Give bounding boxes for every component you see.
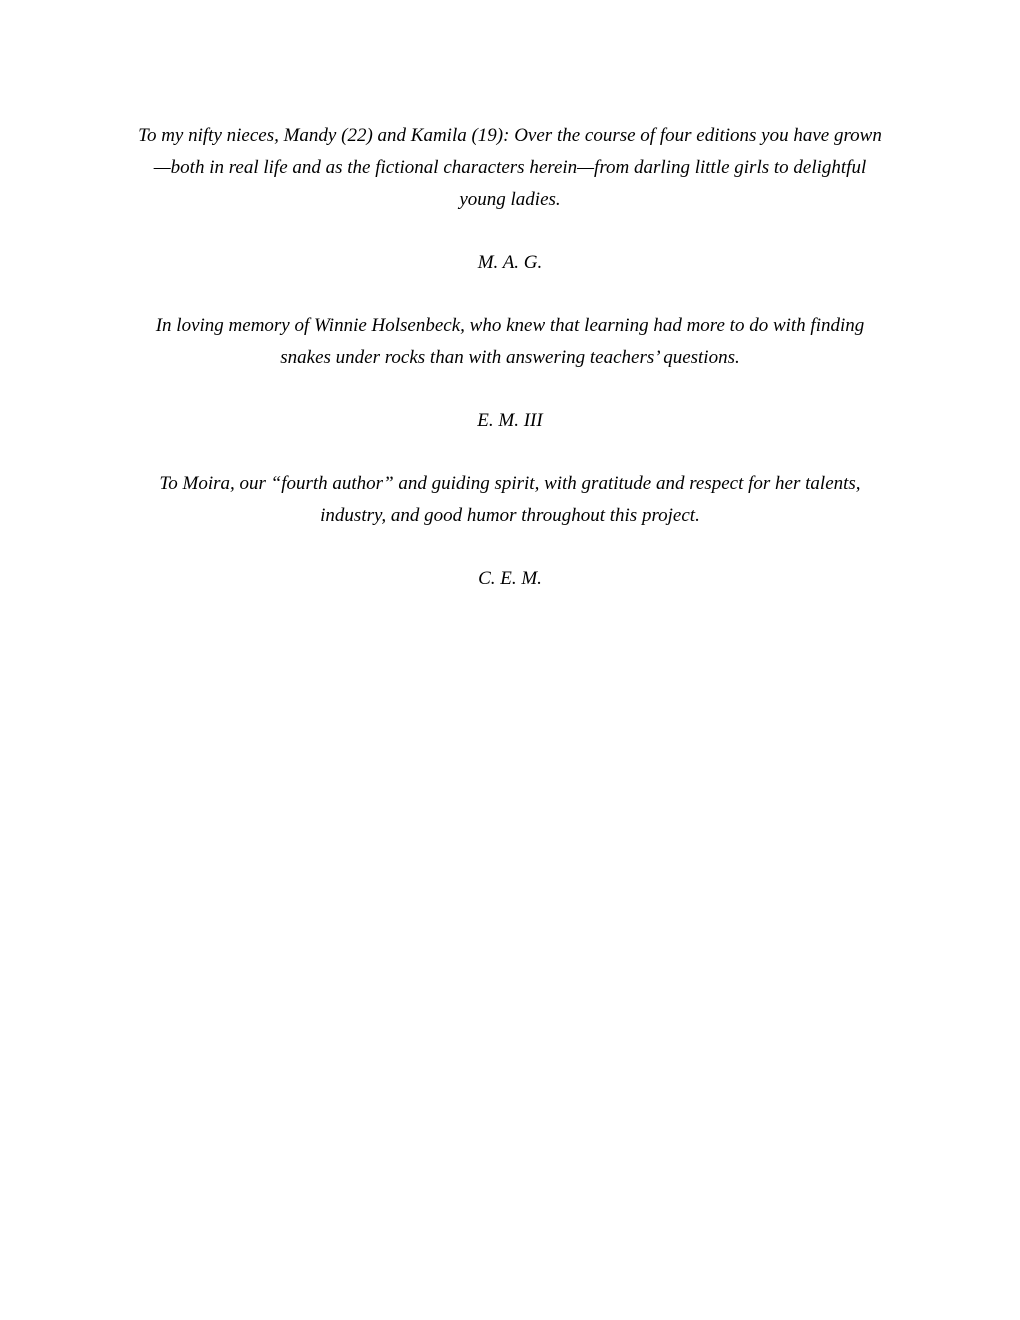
dedication-signature-1: M. A. G. [477,252,543,273]
dedication-page [130,120,890,626]
dedication-text-1: To my nifty nieces, Mandy (22) and Kamila (19): Over the course of four editions you have grown—both in real life and as the fictional characters herein—from darling little girls to delightful young ladies. [138,125,882,210]
dedication-signature-2: E. M. III [477,410,543,431]
dedication-signature-3: C. E. M. [478,568,542,589]
dedication-text-2: In loving memory of Winnie Holsenbeck, who knew that learning had more to do with finding snakes under rocks than with answering teachers’ questions. [155,315,865,368]
dedication-text-3: To Moira, our “fourth author” and guiding spirit, with gratitude and respect for her talents, industry, and good humor throughout this project. [159,473,861,526]
